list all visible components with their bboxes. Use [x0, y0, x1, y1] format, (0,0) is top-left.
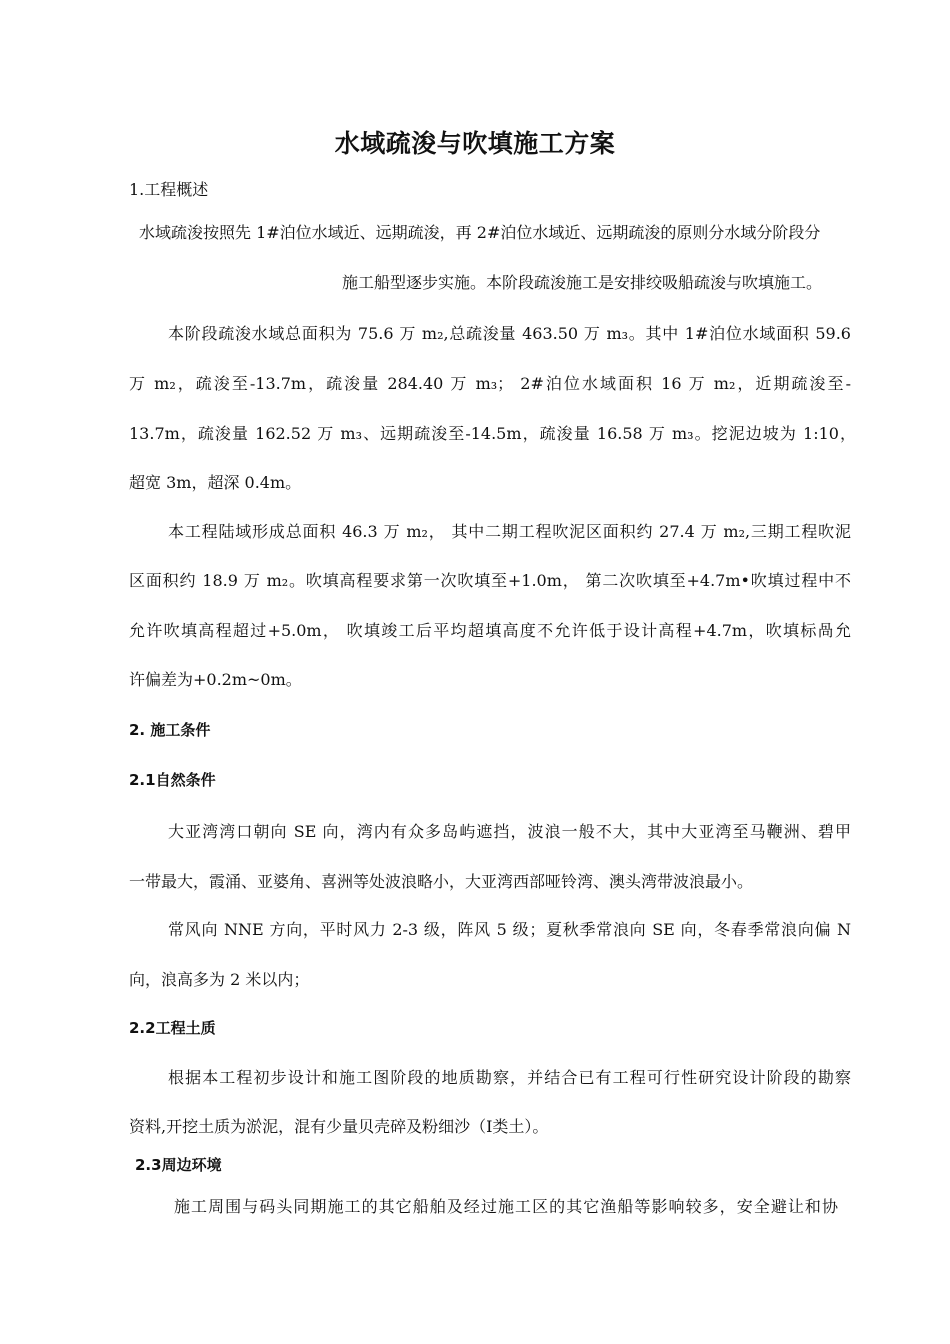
paragraph-3-line-4: 许偏差为+0.2m~0m。	[129, 670, 302, 689]
paragraph-4-line-1: 大亚湾湾口朝向 SE 向，湾内有众多岛屿遮挡，波浪一般不大，其中大亚湾至马鞭洲、碧甲	[168, 822, 851, 841]
section-1-heading: 1.工程概述	[129, 180, 209, 199]
paragraph-2-line-4: 超宽 3m，超深 0.4m。	[129, 473, 302, 492]
paragraph-5-line-1: 常风向 NNE 方向，平时风力 2-3 级，阵风 5 级；夏秋季常浪向 SE 向，冬春季常浪向偏 N	[168, 920, 851, 939]
document-title: 水域疏浚与吹填施工方案	[334, 129, 616, 158]
paragraph-2-line-2: 万 m₂，疏浚至-13.7m，疏浚量 284.40 万 m₃； 2#泊位水域面积 16 万 m₂，近期疏浚至-	[129, 374, 851, 393]
paragraph-1-line-2: 施工船型逐步实施。本阶段疏浚施工是安排绞吸船疏浚与吹填施工。	[342, 273, 823, 292]
paragraph-1-line-1: 水域疏浚按照先 1#泊位水域近、远期疏浚，再 2#泊位水域近、远期疏浚的原则分水域分阶段分	[139, 223, 821, 242]
paragraph-5-line-2: 向，浪高多为 2 米以内；	[129, 970, 310, 989]
paragraph-2-line-1: 本阶段疏浚水域总面积为 75.6 万 m₂,总疏浚量 463.50 万 m₃。其中 1#泊位水域面积 59.6	[168, 324, 851, 343]
paragraph-6-line-2: 资料,开挖土质为淤泥，混有少量贝壳碎及粉细沙（Ⅰ类土）。	[129, 1117, 549, 1136]
paragraph-3-line-2: 区面积约 18.9 万 m₂。吹填高程要求第一次吹填至+1.0m， 第二次吹填至+4.7m•吹填过程中不	[129, 571, 851, 590]
paragraph-7-line-1: 施工周围与码头同期施工的其它船舶及经过施工区的其它渔船等影响较多，安全避让和协	[174, 1197, 838, 1216]
paragraph-3-line-3: 允许吹填高程超过+5.0m， 吹填竣工后平均超填高度不允许低于设计高程+4.7m，吹填标咼允	[129, 621, 851, 640]
paragraph-4-line-2: 一带最大，霞涌、亚婆角、喜洲等处波浪略小，大亚湾西部哑铃湾、澳头湾带波浪最小。	[129, 872, 754, 891]
section-2-1-heading: 2.1自然条件	[129, 771, 216, 789]
section-2-2-heading: 2.2工程土质	[129, 1019, 216, 1037]
paragraph-2-line-3: 13.7m，疏浚量 162.52 万 m₃、远期疏浚至-14.5m，疏浚量 16.58 万 m₃。挖泥边坡为 1:10，	[129, 424, 856, 443]
section-2-3-heading: 2.3周边环境	[135, 1156, 222, 1174]
paragraph-6-line-1: 根据本工程初步设计和施工图阶段的地质勘察，并结合已有工程可行性研究设计阶段的勘察	[168, 1068, 851, 1087]
paragraph-3-line-1: 本工程陆域形成总面积 46.3 万 m₂， 其中二期工程吹泥区面积约 27.4 万 m₂,三期工程吹泥	[168, 522, 851, 541]
section-2-heading: 2. 施工条件	[129, 721, 211, 739]
